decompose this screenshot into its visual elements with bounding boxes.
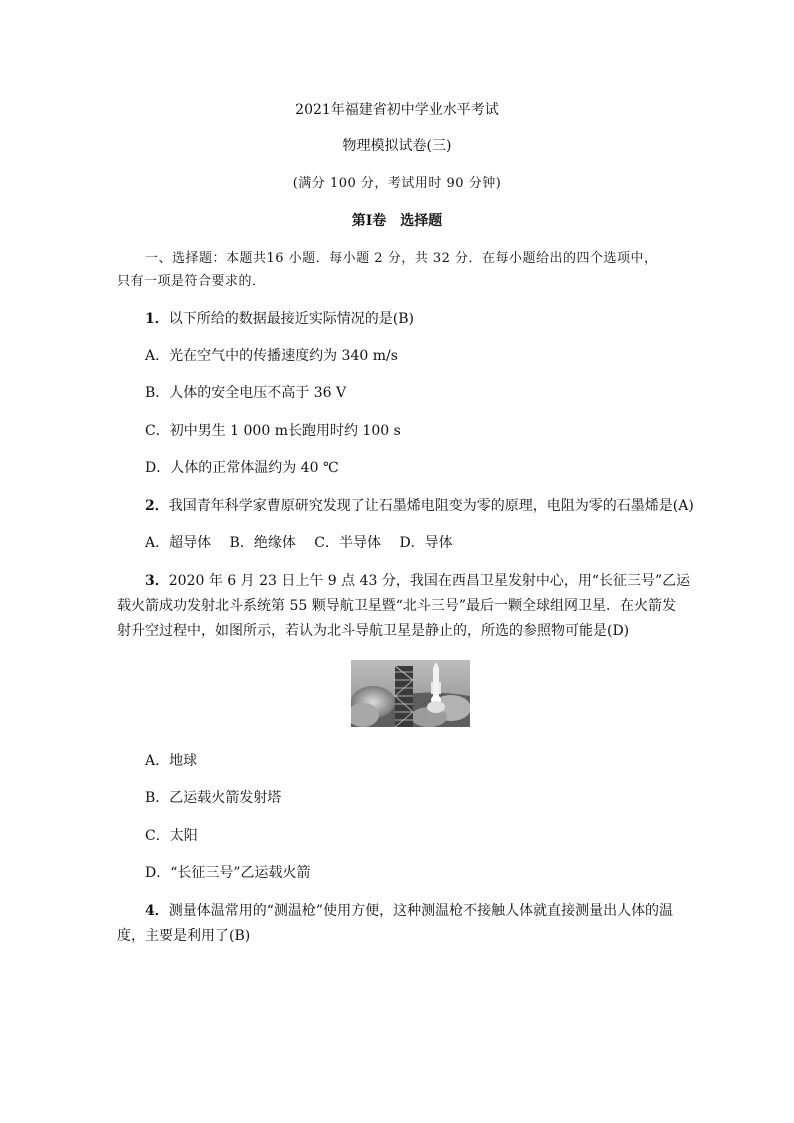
question-3-stem-line-3: 射升空过程中，如图所示，若认为北斗导航卫星是静止的，所选的参照物可能是(D): [117, 623, 630, 639]
exam-subtitle: 物理模拟试卷(三): [342, 138, 452, 154]
question-1-stem: [145, 310, 414, 328]
question-3-stem-line-2: 载火箭成功发射北斗系统第 55 颗导航卫星暨“北斗三号”最后一颗全球组网卫星．在火箭发: [117, 598, 677, 614]
question-3-option-a: A．地球: [145, 753, 198, 769]
question-1-option-d: D．人体的正常体温约为 40 ℃: [145, 460, 339, 476]
question-3-option-b: B．乙运载火箭发射塔: [145, 790, 282, 806]
question-4-text: 测量体温常用的“测温枪”使用方便，这种测温枪不接触人体就直接测量出人体的温: [168, 903, 674, 919]
question-1-text: 以下所给的数据最接近实际情况的是(B): [168, 311, 414, 327]
rocket-launch-photo: [351, 660, 470, 727]
question-1-number: 1．: [145, 311, 169, 327]
question-1-option-c: C．初中男生 1 000 m长跑用时约 100 s: [145, 423, 401, 439]
exam-note: (满分 100 分，考试用时 90 分钟): [292, 176, 502, 191]
exam-title: 2021年福建省初中学业水平考试: [295, 102, 499, 118]
question-2-number: 2．: [145, 498, 169, 514]
question-4-stem-line-2: 度，主要是利用了(B): [117, 928, 251, 944]
section-heading: 第Ⅰ卷 选择题: [351, 213, 443, 229]
question-2-options: A．超导体 B．绝缘体 C．半导体 D．导体: [145, 535, 453, 551]
question-3-text: 2020 年 6 月 23 日上午 9 点 43 分，我国在西昌卫星发射中心，用“长征三号”乙运: [168, 573, 691, 589]
question-1-option-b: B．人体的安全电压不高于 36 V: [145, 385, 347, 401]
instructions-line-2: 只有一项是符合要求的．: [117, 274, 266, 289]
question-4-stem-line-1: [145, 902, 673, 920]
question-1-option-a: A．光在空气中的传播速度约为 340 m/s: [145, 348, 398, 364]
question-3-option-c: C．太阳: [145, 828, 198, 844]
instructions-line-1: 一、选择题：本题共16 小题．每小题 2 分，共 32 分．在每小题给出的四个选项中，: [145, 251, 658, 266]
question-3-number: 3．: [145, 573, 169, 589]
question-2-text: 我国青年科学家曹原研究发现了让石墨烯电阻变为零的原理，电阻为零的石墨烯是(A): [168, 498, 694, 514]
question-2-stem: [145, 497, 694, 515]
question-4-number: 4．: [145, 903, 169, 919]
question-3-stem-line-1: [145, 572, 690, 590]
question-3-option-d: D．“长征三号”乙运载火箭: [145, 865, 311, 881]
